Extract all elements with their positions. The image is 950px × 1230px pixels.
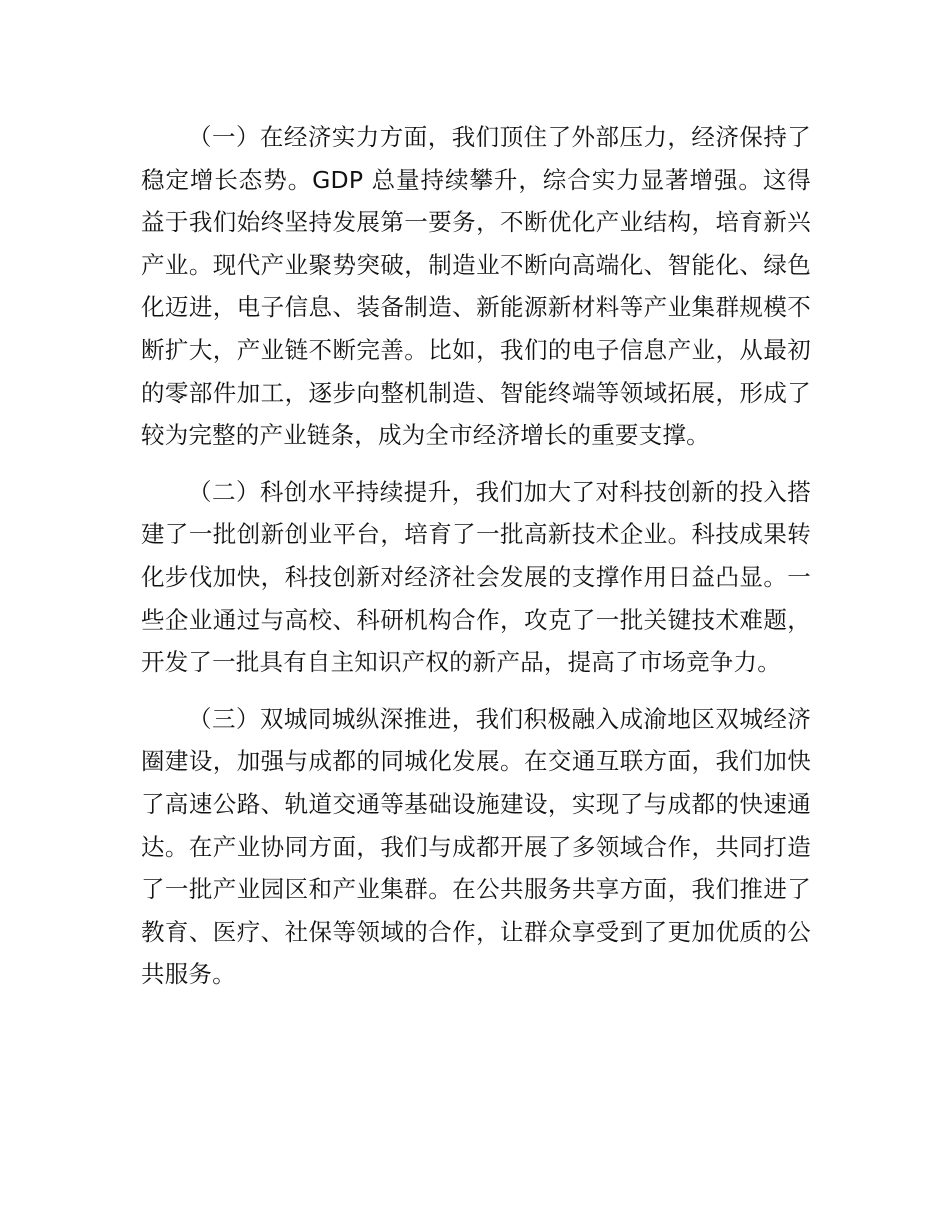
paragraph-tech-innovation: （二）科创水平持续提升，我们加大了对科技创新的投入搭建了一批创新创业平台，培育了一批高新技术企业。科技成果转化步伐加快，科技创新对经济社会发展的支撑作用日益凸显。一些企业通过与高校、科研机构合作，攻克了一批关键技术难题，开发了一批具有自主知识产权的新产品，提高了市场竞争力。	[141, 477, 811, 677]
paragraph-economic-strength: （一）在经济实力方面，我们顶住了外部压力，经济保持了稳定增长态势。GDP 总量持续攀升，综合实力显著增强。这得益于我们始终坚持发展第一要务，不断优化产业结构，培育新兴产业。现代产业聚势突破，制造业不断向高端化、智能化、绿色化迈进，电子信息、装备制造、新能源新材料等产业集群规模不断扩大，产业链不断完善。比如，我们的电子信息产业，从最初的零部件加工，逐步向整机制造、智能终端等领域拓展，形成了较为完整的产业链条，成为全市经济增长的重要支撑。	[141, 123, 811, 450]
paragraph-dual-city: （三）双城同城纵深推进，我们积极融入成渝地区双城经济圈建设，加强与成都的同城化发展。在交通互联方面，我们加快了高速公路、轨道交通等基础设施建设，实现了与成都的快速通达。在产业协同方面，我们与成都开展了多领域合作，共同打造了一批产业园区和产业集群。在公共服务共享方面，我们推进了教育、医疗、社保等领域的合作，让群众享受到了更加优质的公共服务。	[141, 704, 811, 989]
document-body	[141, 116, 811, 1010]
